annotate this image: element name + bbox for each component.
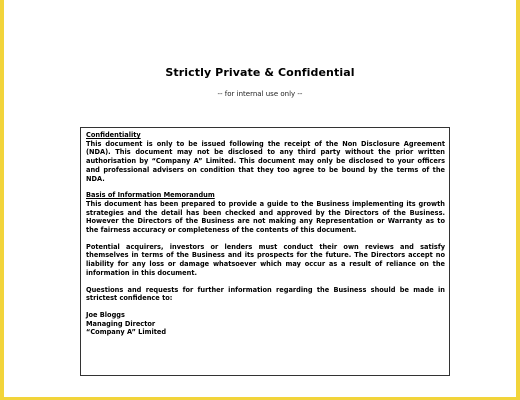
contact-company: “Company A” Limited bbox=[86, 328, 167, 337]
questions-paragraph: Questions and requests for further information regarding the Business should be made in strictest confidence to: bbox=[86, 285, 445, 303]
confidentiality-heading: Confidentiality bbox=[86, 131, 141, 139]
liability-paragraph: Potential acquirers, investors or lenders must conduct their own reviews and satisfy themselves in terms of the Business and its prospects for the future. The Directors accept no liability for any loss or damage whatsoever which may occur as a result of reliance on the information in this document. bbox=[86, 242, 445, 277]
contact-name: Joe Bloggs bbox=[86, 310, 125, 319]
document-subtitle: -- for internal use only -- bbox=[217, 90, 303, 98]
basis-text: This document has been prepared to provide a guide to the Business implementing its growth strategies and the detail has been checked and approved by the Directors of the Business. However the Directors of the Business are not making any Representation or Warranty as to the fairness accuracy or completeness of the contents of this document. bbox=[86, 199, 445, 235]
document-title: Strictly Private & Confidential bbox=[165, 66, 355, 79]
contact-block bbox=[86, 311, 445, 337]
basis-heading: Basis of Information Memorandum bbox=[86, 191, 215, 200]
basis-section bbox=[86, 191, 445, 235]
contact-position: Managing Director bbox=[86, 319, 156, 328]
confidentiality-box bbox=[80, 127, 450, 376]
confidentiality-text: This document is only to be issued following the receipt of the Non Disclosure Agreement (NDA). This document may not be disclosed to any third party without the prior written authorisation by “Company A” Limited. This document may only be disclosed to your officers and professional advisers on condition that they too agree to be bound by the terms of the NDA. bbox=[86, 139, 445, 183]
confidentiality-section bbox=[86, 131, 445, 183]
